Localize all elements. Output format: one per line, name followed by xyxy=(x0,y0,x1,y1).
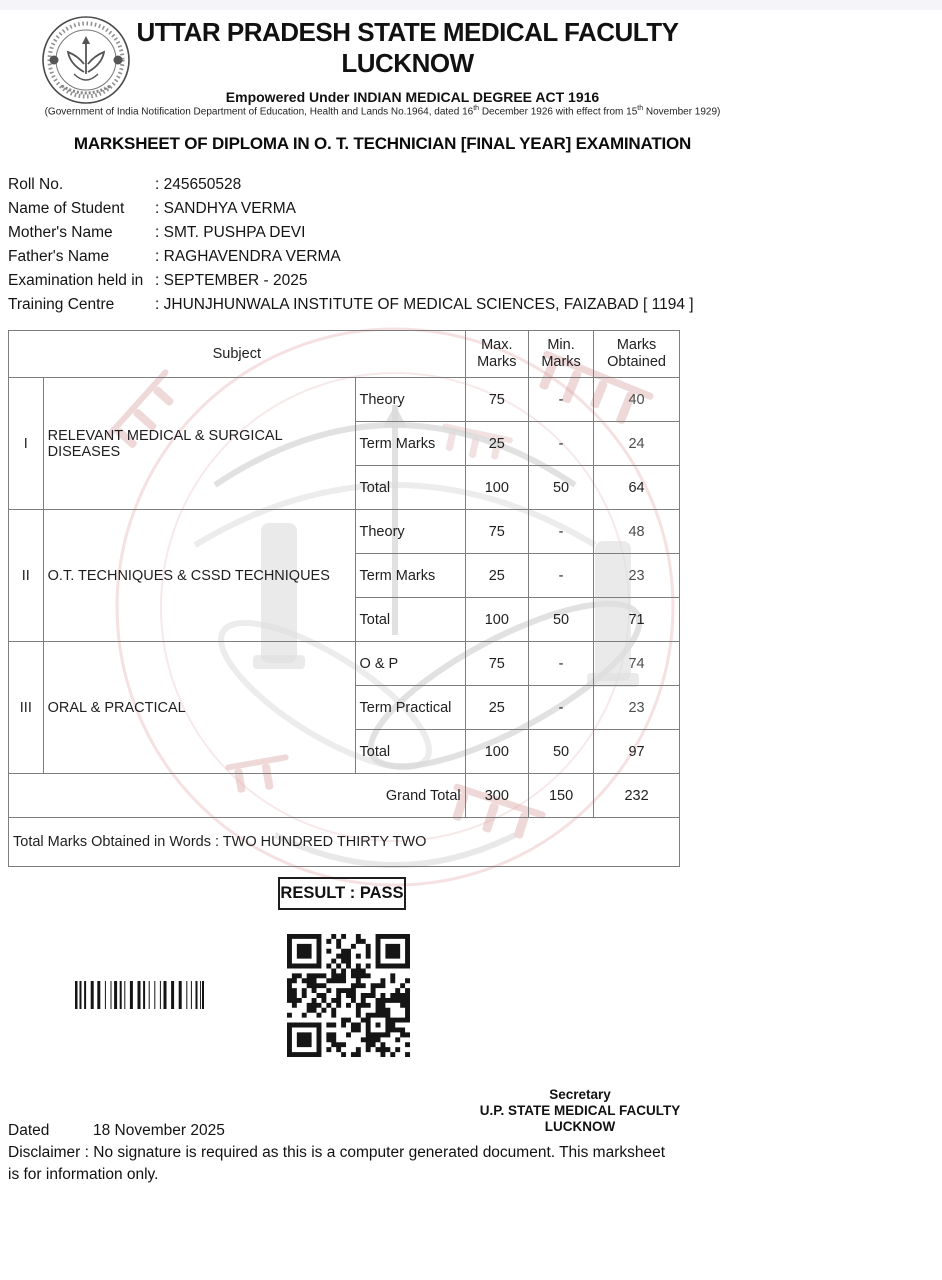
info-label: Training Centre xyxy=(8,296,115,313)
header-marks-obtained: Marks Obtained xyxy=(594,331,680,378)
component: Term Marks xyxy=(355,422,465,466)
component: Total xyxy=(355,730,465,774)
dated-value: 18 November 2025 xyxy=(93,1122,225,1139)
info-label: Mother's Name xyxy=(8,224,113,241)
max-marks: 25 xyxy=(465,422,528,466)
info-row-student-name xyxy=(8,197,748,221)
org-title-line1: UTTAR PRADESH STATE MEDICAL FACULTY xyxy=(136,17,679,47)
header-subject: Subject xyxy=(9,331,466,378)
max-marks: 75 xyxy=(465,642,528,686)
info-value: : SANDHYA VERMA xyxy=(155,200,296,217)
max-marks: 75 xyxy=(465,510,528,554)
info-value: : RAGHAVENDRA VERMA xyxy=(155,248,341,265)
min-marks: 50 xyxy=(529,730,594,774)
info-row-mother-name xyxy=(8,221,748,245)
header-min-marks: Min. Marks xyxy=(529,331,594,378)
marks-table-header xyxy=(9,331,680,378)
info-label: Examination held in xyxy=(8,272,144,289)
section-number: II xyxy=(9,510,44,642)
dated-row xyxy=(8,1119,225,1143)
component: Term Marks xyxy=(355,554,465,598)
subject-name: RELEVANT MEDICAL & SURGICAL DISEASES xyxy=(43,378,355,510)
grand-total-min: 150 xyxy=(529,774,594,818)
marks-in-words: Total Marks Obtained in Words : TWO HUNDRED THIRTY TWO xyxy=(9,818,680,867)
result-badge: RESULT : PASS xyxy=(278,877,406,910)
info-label: Father's Name xyxy=(8,248,110,265)
signatory-title: Secretary xyxy=(549,1087,611,1102)
min-marks: 50 xyxy=(529,598,594,642)
org-title xyxy=(0,17,815,79)
info-value: : SMT. PUSHPA DEVI xyxy=(155,224,305,241)
info-label: Roll No. xyxy=(8,176,64,193)
marks-obtained: 97 xyxy=(594,730,680,774)
page-top-strip xyxy=(0,0,942,10)
marks-row xyxy=(9,642,680,686)
marksheet-title: MARKSHEET OF DIPLOMA IN O. T. TECHNICIAN [FINAL YEAR] EXAMINATION xyxy=(73,134,692,153)
org-title-line2: LUCKNOW xyxy=(341,48,474,78)
info-row-training-centre xyxy=(8,293,748,317)
subject-name: ORAL & PRACTICAL xyxy=(43,642,355,774)
section-number: I xyxy=(9,378,44,510)
max-marks: 100 xyxy=(465,466,528,510)
min-marks: - xyxy=(529,422,594,466)
max-marks: 25 xyxy=(465,554,528,598)
component: Total xyxy=(355,598,465,642)
min-marks: - xyxy=(529,510,594,554)
info-row-father-name xyxy=(8,245,748,269)
info-value: : JHUNJHUNWALA INSTITUTE OF MEDICAL SCIENCES, FAIZABAD [ 1194 ] xyxy=(155,296,694,313)
info-label: Name of Student xyxy=(8,200,125,217)
min-marks: 50 xyxy=(529,466,594,510)
info-row-exam-held xyxy=(8,269,748,293)
header-max-marks: Max. Marks xyxy=(465,331,528,378)
marks-in-words-row xyxy=(9,818,680,867)
component: Theory xyxy=(355,510,465,554)
grand-total-obtained: 232 xyxy=(594,774,680,818)
grand-total-row xyxy=(9,774,680,818)
disclaimer-text: Disclaimer : No signature is required as this is a computer generated document. This marksheet is for information only. xyxy=(8,1144,666,1183)
dated-label: Dated xyxy=(8,1122,50,1139)
student-info xyxy=(8,173,748,317)
signature-block xyxy=(460,1087,700,1135)
barcode xyxy=(75,981,205,1009)
marks-table xyxy=(8,330,680,867)
notification-line: (Government of India Notification Department of Education, Health and Lands No.1964, dated 16th December 1926 with effect from 15th November 1929) xyxy=(44,105,721,118)
max-marks: 100 xyxy=(465,730,528,774)
signatory-city: LUCKNOW xyxy=(544,1119,616,1134)
marks-obtained: 71 xyxy=(594,598,680,642)
component: O & P xyxy=(355,642,465,686)
empowered-line: Empowered Under INDIAN MEDICAL DEGREE ACT 1916 xyxy=(225,89,600,105)
min-marks: - xyxy=(529,378,594,422)
marks-obtained: 40 xyxy=(594,378,680,422)
marks-obtained: 23 xyxy=(594,554,680,598)
marks-row xyxy=(9,510,680,554)
grand-total-max: 300 xyxy=(465,774,528,818)
min-marks: - xyxy=(529,642,594,686)
min-marks: - xyxy=(529,686,594,730)
subject-name: O.T. TECHNIQUES & CSSD TECHNIQUES xyxy=(43,510,355,642)
marks-obtained: 48 xyxy=(594,510,680,554)
max-marks: 100 xyxy=(465,598,528,642)
component: Theory xyxy=(355,378,465,422)
info-row-roll-no xyxy=(8,173,748,197)
marks-row xyxy=(9,378,680,422)
info-value: : SEPTEMBER - 2025 xyxy=(155,272,307,289)
info-value: : 245650528 xyxy=(155,176,241,193)
component: Total xyxy=(355,466,465,510)
min-marks: - xyxy=(529,554,594,598)
grand-total-label: Grand Total xyxy=(9,774,466,818)
marks-obtained: 23 xyxy=(594,686,680,730)
max-marks: 75 xyxy=(465,378,528,422)
component: Term Practical xyxy=(355,686,465,730)
qr-code xyxy=(287,934,410,1057)
marks-obtained: 74 xyxy=(594,642,680,686)
marks-obtained: 24 xyxy=(594,422,680,466)
signatory-org: U.P. STATE MEDICAL FACULTY xyxy=(479,1103,681,1118)
marks-obtained: 64 xyxy=(594,466,680,510)
section-number: III xyxy=(9,642,44,774)
max-marks: 25 xyxy=(465,686,528,730)
